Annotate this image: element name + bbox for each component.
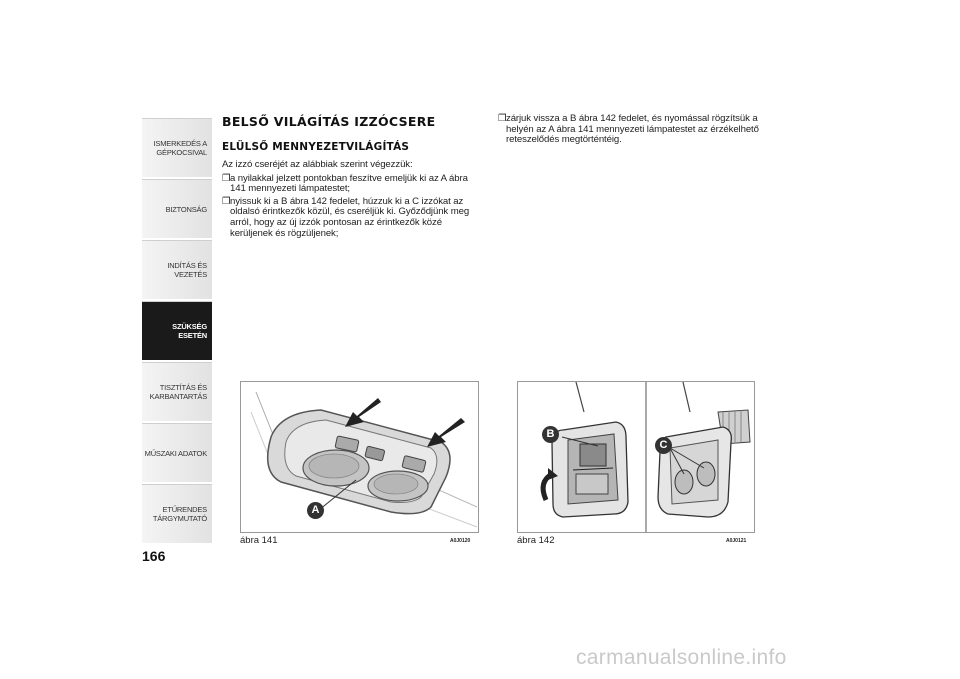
figure-141-code: A0J0120 — [450, 538, 471, 544]
page-number: 166 — [142, 548, 166, 564]
figure-141-caption: ábra 141 — [240, 535, 278, 546]
right-column-text — [498, 114, 778, 148]
tab-safety[interactable]: BIZTONSÁG — [142, 179, 212, 238]
checkbox-icon: ❒ — [222, 195, 231, 207]
figure-142-code: A0J0121 — [726, 538, 747, 544]
checkbox-icon: ❒ — [222, 172, 231, 184]
figure-141-image — [240, 381, 479, 533]
step-item: ❒ zárjuk vissza a B ábra 142 fedelet, és nyomással rögzítsük a helyén az A ábra 141 mennyezeti lámpatestet az érzékelhető reteszelődés megtörténtéig. — [498, 113, 759, 146]
figure-142-image — [517, 381, 755, 533]
section-title: BELSŐ VILÁGÍTÁS IZZÓCSERE — [222, 114, 436, 129]
lamp-bulb-illustration — [518, 382, 754, 532]
watermark: carmanualsonline.info — [576, 646, 787, 669]
step-item: ❒ a nyilakkal jelzett pontokban feszítve emeljük ki az A ábra 141 mennyezeti lámpatestet; — [222, 172, 468, 195]
tab-getting-to-know[interactable]: ISMERKEDÉS A GÉPKOCSIVAL — [142, 118, 212, 177]
left-column-text — [222, 160, 484, 241]
tab-emergency[interactable]: SZÜKSÉG ESETÉN — [142, 301, 212, 360]
section-subtitle: ELÜLSŐ MENNYEZETVILÁGÍTÁS — [222, 141, 410, 153]
tab-starting-driving[interactable]: INDÍTÁS ÉS VEZETÉS — [142, 240, 212, 299]
label-b-marker: B — [542, 426, 559, 443]
tab-technical-data[interactable]: MŰSZAKI ADATOK — [142, 423, 212, 482]
label-c-marker: C — [655, 437, 672, 454]
label-a-marker: A — [307, 502, 324, 519]
tab-index[interactable]: ETŰRENDES TÁRGYMUTATÓ — [142, 484, 212, 543]
step-item: ❒ nyissuk ki a B ábra 142 fedelet, húzzuk ki a C izzókat az oldalsó érintkezők közül, és cseréljük ki. Győződjünk meg arról, hogy az új izzók pontosan az érintkezők közé kerüljenek és rögzüljenek; — [222, 195, 470, 239]
ceiling-lamp-illustration — [241, 382, 478, 532]
checkbox-icon: ❒ — [498, 113, 507, 124]
intro-text: Az izzó cseréjét az alábbiak szerint végezzük: — [222, 159, 413, 170]
figure-142-caption: ábra 142 — [517, 535, 555, 546]
tab-cleaning-maintenance[interactable]: TISZTÍTÁS ÉS KARBANTARTÁS — [142, 362, 212, 421]
